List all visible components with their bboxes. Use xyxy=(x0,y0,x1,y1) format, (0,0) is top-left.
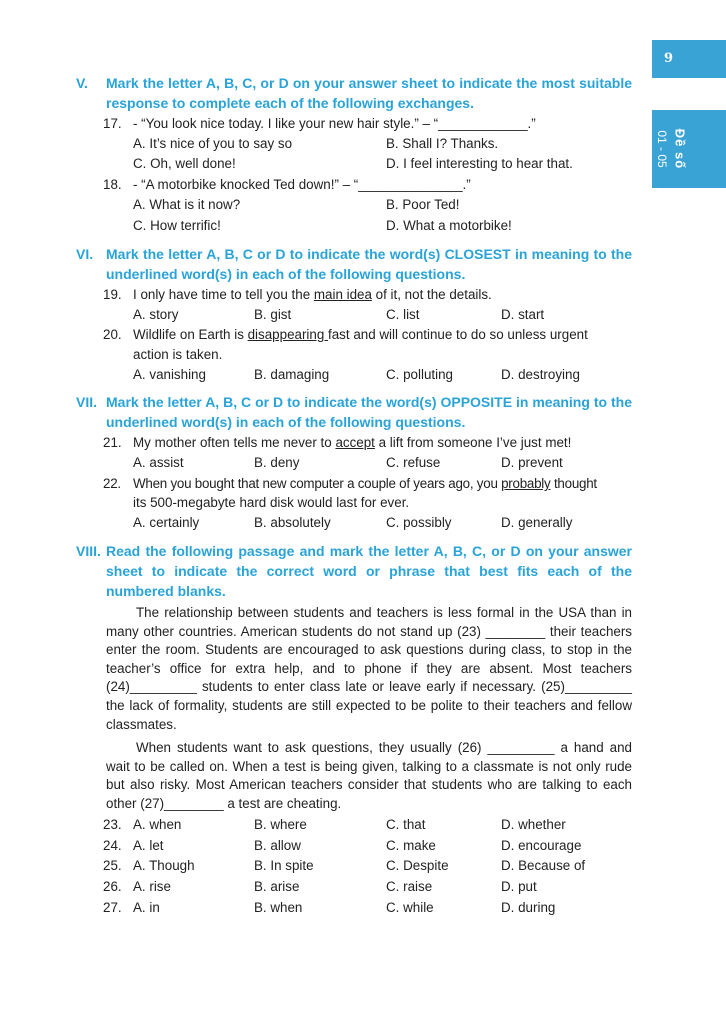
option-a[interactable]: A. It’s nice of you to say so xyxy=(133,136,293,151)
section-numeral: VIII. xyxy=(76,543,101,559)
question-text: I only have time to tell you the main idea of it, not the details. xyxy=(133,287,492,302)
underlined-word: disappearing xyxy=(247,327,329,342)
answer-row xyxy=(0,836,632,856)
option-b[interactable]: B. Shall I? Thanks. xyxy=(386,136,499,151)
options-row xyxy=(0,195,632,215)
section-viii-heading xyxy=(76,541,632,601)
test-range: 01 - 05 xyxy=(655,130,669,168)
option-b[interactable]: B. deny xyxy=(254,455,300,470)
section-numeral: VII. xyxy=(76,394,98,410)
question-number: 22. xyxy=(103,476,121,491)
question-number: 20. xyxy=(103,327,122,342)
options-row xyxy=(0,513,632,533)
option-d[interactable]: D. whether xyxy=(501,817,566,832)
question-text: - “A motorbike knocked Ted down!” – “______________.” xyxy=(133,177,471,192)
option-d[interactable]: D. I feel interesting to hear that. xyxy=(386,156,573,171)
option-c[interactable]: C. list xyxy=(386,307,420,322)
question-text: Wildlife on Earth is disappearing fast and will continue to do so unless urgent xyxy=(133,327,588,342)
option-c[interactable]: C. Oh, well done! xyxy=(133,156,236,171)
question-20 xyxy=(0,325,632,345)
option-a[interactable]: A. story xyxy=(133,307,179,322)
section-instruction: Read the following passage and mark the letter A, B, C, or D on your answer sheet to indicate the correct word or phrase that best fits each of the numbered blanks. xyxy=(106,543,632,599)
question-text: - “You look nice today. I like your new hair style.” – “____________.” xyxy=(133,116,536,131)
section-vi-heading xyxy=(76,244,632,284)
option-a[interactable]: A. rise xyxy=(133,879,171,895)
options-row xyxy=(0,305,632,325)
option-a[interactable]: A. in xyxy=(133,899,160,915)
option-b[interactable]: B. Poor Ted! xyxy=(386,197,460,212)
underlined-word: accept xyxy=(335,435,375,450)
section-numeral: VI. xyxy=(76,246,94,262)
section-instruction: Mark the letter A, B, C, or D on your answer sheet to indicate the most suitable response to complete each of the following exchanges. xyxy=(106,75,632,111)
question-continuation: action is taken. xyxy=(133,347,223,362)
option-c[interactable]: C. raise xyxy=(386,879,433,895)
option-b[interactable]: B. arise xyxy=(254,879,300,895)
underlined-word: main idea xyxy=(313,287,372,302)
options-row xyxy=(0,453,632,473)
page-number: 9 xyxy=(664,51,674,66)
option-d[interactable]: D. generally xyxy=(501,515,573,530)
option-c[interactable]: C. How terrific! xyxy=(133,218,221,233)
option-a[interactable]: A. certainly xyxy=(133,515,200,530)
question-19 xyxy=(0,285,632,305)
section-numeral: V. xyxy=(76,75,88,91)
options-row xyxy=(0,134,632,154)
passage-paragraph-2: When students want to ask questions, they usually (26) _________ a hand and wait to be called on. When a test is being given, talking to a classmate is not only rude but also risky. Most American teachers consider that students who are talking to each other (27)________ a test are cheating. xyxy=(106,740,632,811)
question-21 xyxy=(0,433,632,453)
section-vii-heading xyxy=(76,392,632,432)
underlined-word: probably xyxy=(501,476,551,491)
option-b[interactable]: B. damaging xyxy=(254,367,330,382)
option-a[interactable]: A. assist xyxy=(133,455,184,470)
option-b[interactable]: B. allow xyxy=(254,837,301,853)
option-c[interactable]: C. while xyxy=(386,899,434,915)
question-number: 24. xyxy=(103,837,122,853)
question-17 xyxy=(0,114,632,134)
option-a[interactable]: A. What is it now? xyxy=(133,197,241,212)
option-d[interactable]: D. put xyxy=(501,879,537,895)
question-continuation: its 500-megabyte hard disk would last for ever. xyxy=(133,495,410,510)
option-b[interactable]: B. absolutely xyxy=(254,515,331,530)
option-c[interactable]: C. that xyxy=(386,817,426,832)
answer-row xyxy=(0,898,632,918)
question-number: 26. xyxy=(103,879,122,895)
answer-row xyxy=(0,856,632,876)
option-a[interactable]: A. Though xyxy=(133,858,195,874)
question-number: 23. xyxy=(103,817,122,832)
question-number: 21. xyxy=(103,435,122,450)
option-d[interactable]: D. encourage xyxy=(501,837,582,853)
question-18 xyxy=(0,175,632,195)
option-d[interactable]: D. destroying xyxy=(501,367,580,382)
question-number: 18. xyxy=(103,177,122,192)
question-number: 19. xyxy=(103,287,122,302)
section-instruction: Mark the letter A, B, C or D to indicate the word(s) OPPOSITE in meaning to the underlined word(s) in each of the following questions. xyxy=(106,394,632,430)
options-row xyxy=(0,216,632,236)
question-text: My mother often tells me never to accept a lift from someone I’ve just met! xyxy=(133,435,572,450)
test-label: Đề số xyxy=(672,128,688,170)
passage-paragraph-1: The relationship between students and teachers is less formal in the USA than in many other countries. American students do not stand up (23) ________ their teachers enter the room. Students are encouraged to ask questions during class, to stop in the teacher’s office for extra help, and to phone if they are absent. Most teachers (24)_________ students to enter class late or leave early if necessary. (25)_________ the lack of formality, students are still expected to be polite to their teachers and fellow classmates. xyxy=(106,605,632,732)
answer-row xyxy=(0,815,632,835)
option-b[interactable]: B. In spite xyxy=(254,858,314,874)
answer-row xyxy=(0,877,632,897)
option-c[interactable]: C. Despite xyxy=(386,858,449,874)
option-b[interactable]: B. when xyxy=(254,899,303,915)
option-a[interactable]: A. vanishing xyxy=(133,367,206,382)
options-row xyxy=(0,154,632,174)
options-row xyxy=(0,365,632,385)
section-instruction: Mark the letter A, B, C or D to indicate the word(s) CLOSEST in meaning to the underlined word(s) in each of the following questions. xyxy=(106,246,632,282)
option-c[interactable]: C. refuse xyxy=(386,455,441,470)
option-c[interactable]: C. make xyxy=(386,837,436,853)
question-number: 17. xyxy=(103,116,122,131)
option-d[interactable]: D. Because of xyxy=(501,858,586,874)
option-d[interactable]: D. prevent xyxy=(501,455,563,470)
option-a[interactable]: A. when xyxy=(133,817,182,832)
option-d[interactable]: D. during xyxy=(501,899,556,915)
option-d[interactable]: D. What a motorbike! xyxy=(386,218,512,233)
question-number: 25. xyxy=(103,858,122,874)
option-a[interactable]: A. let xyxy=(133,837,164,853)
section-v-heading xyxy=(76,73,632,113)
option-b[interactable]: B. gist xyxy=(254,307,292,322)
option-c[interactable]: C. possibly xyxy=(386,515,452,530)
question-text: When you bought that new computer a couple of years ago, you probably thought xyxy=(133,476,597,491)
question-number: 27. xyxy=(103,899,122,915)
question-22 xyxy=(0,474,632,494)
option-c[interactable]: C. polluting xyxy=(386,367,453,382)
option-b[interactable]: B. where xyxy=(254,817,307,832)
option-d[interactable]: D. start xyxy=(501,307,545,322)
